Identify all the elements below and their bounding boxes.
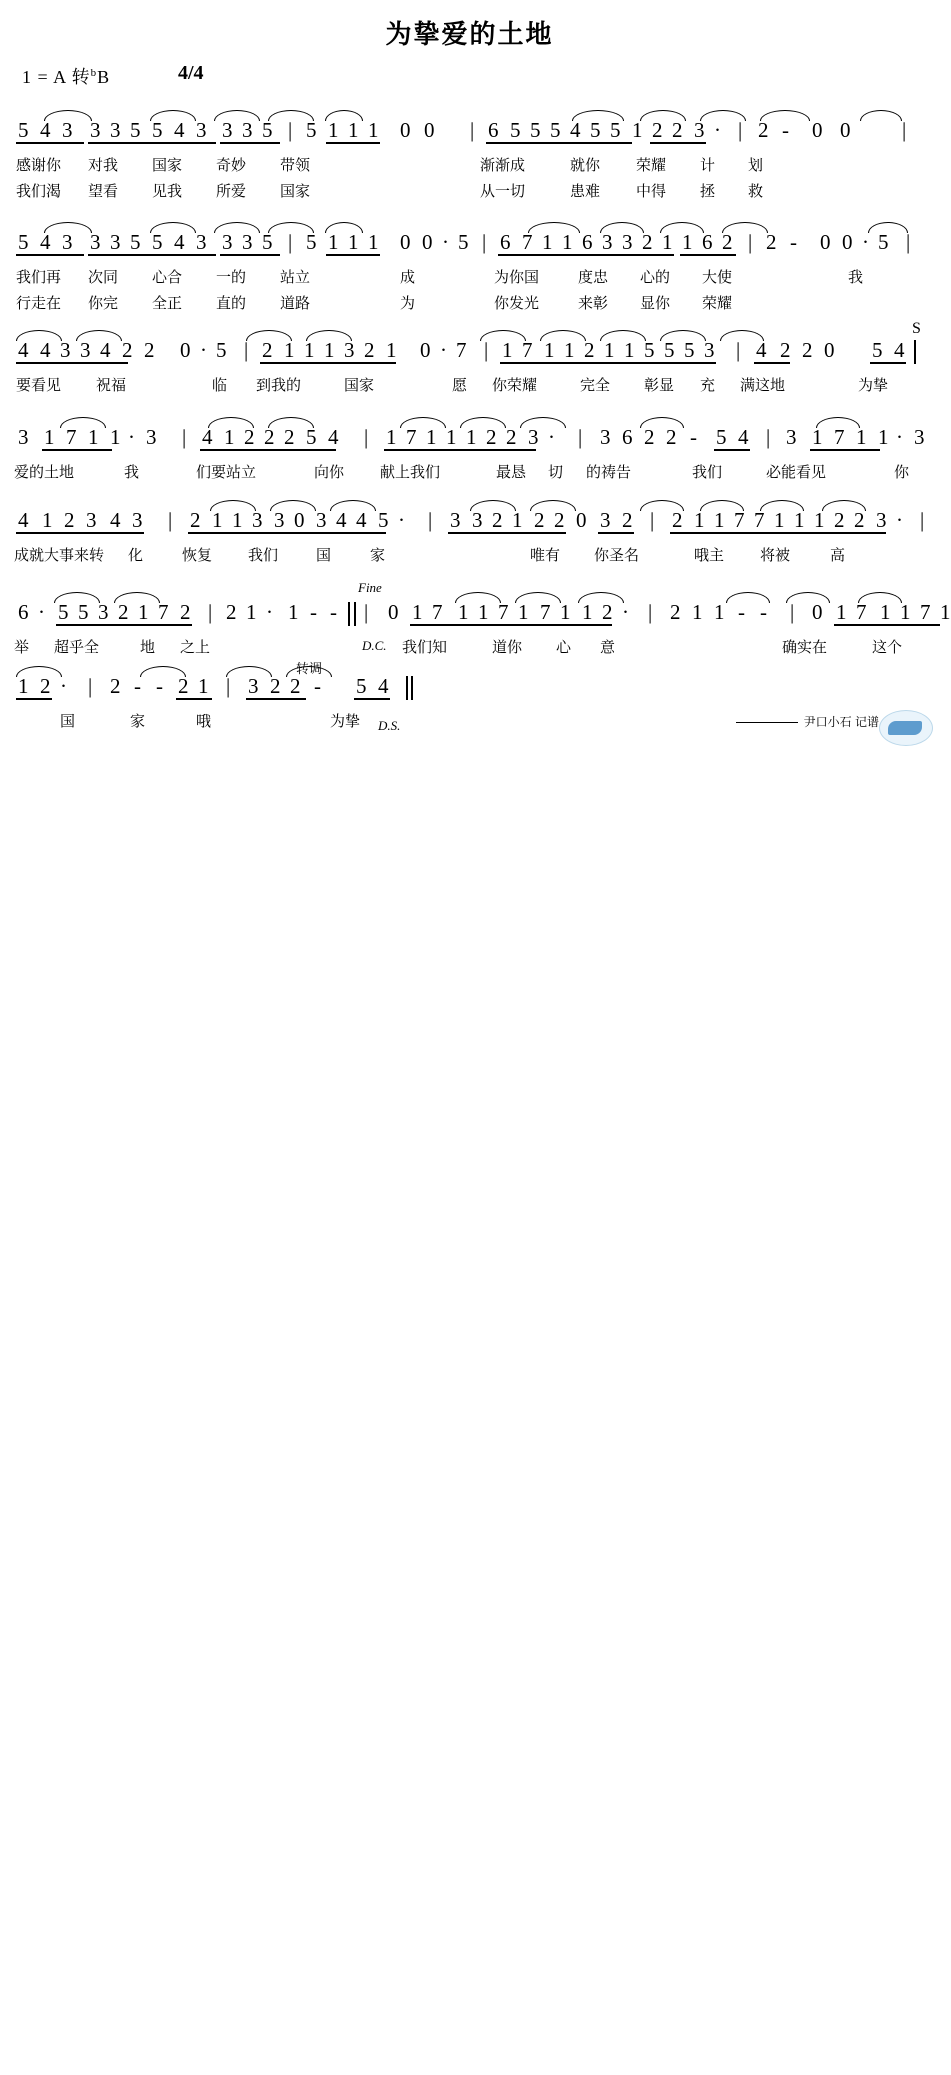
system-7-lyrics-1: 国 家 哦 为挚 [60,713,361,730]
site-logo [879,710,933,746]
system-4-notes: 3 1 7 1 1 · 3 | 4 1 2 2 2 5 4 | 1 7 1 1 1 2 2 3 · | 3 6 2 2 - 5 4 | 3 1 7 1 1 · 3 [0,425,939,455]
system-3-notes: 4 4 3 3 4 2 2 0 · 5 | 2 1 1 1 3 2 1 0 · 7 | 1 7 1 1 2 1 1 5 5 5 3 | 4 2 2 0 5 4 [0,338,939,368]
page-title: 为挚爱的土地 [385,20,554,49]
system-5 [0,508,939,568]
system-1-lyrics-1: 感谢你 对我 国家 奇妙 带领 渐渐成 就你 荣耀 计 划 [16,157,764,174]
system-4 [0,425,939,485]
system-6-notes: 6 · 5 5 3 2 1 7 2 | 2 1 · 1 - - | 0 1 7 1 1 7 1 7 1 1 2 · | 2 1 1 - - | 0 1 7 1 1 7 1 [0,600,939,630]
system-2-lyrics-2: 行走在 你完 全正 直的 道路 为 你发光 来彰 显你 荣耀 [16,295,733,312]
system-5-lyrics-1: 成就大事来转 化 恢复 我们 国 家 唯有 你圣名 哦主 将被 高 [14,547,846,564]
key-signature [22,63,110,89]
credit-text: 尹口小石 记谱 [803,715,879,729]
ds-marker: D.S. [378,718,401,733]
slur [214,222,260,233]
system-6-lyrics-1: 举 超乎全 地 之上 我们知 道你 心 意 确实在 这个 [14,639,903,656]
system-3-lyrics-1: 要看见 祝福 临 到我的 国家 愿 你荣耀 完全 彰显 充 满这地 为挚 [16,377,889,394]
system-6 [0,580,951,660]
segno-sign: S [912,320,921,337]
key-prefix: 1 = A 转 [22,67,91,87]
slur [214,110,260,121]
system-1-notes: 5 4 3 3 3 5 5 4 3 3 3 5 | 5 1 1 1 0 0 | 6 5 5 5 4 5 5 1 2 2 3 · | 2 - 0 0 | [0,118,939,148]
key-suffix: B [97,67,111,87]
credit-line [736,713,879,730]
sheet-music-page [0,0,951,752]
slur [520,417,566,428]
system-3 [0,320,939,398]
system-1-lyrics-2: 我们渴 望看 见我 所爱 国家 从一切 患难 中得 拯 救 [16,183,764,200]
system-1 [0,118,939,204]
system-4-lyrics-1: 爱的土地 我 们要站立 向你 献上我们 最恳 切 的祷告 我们 必能看见 你 [14,464,910,481]
fine-marker: Fine [358,580,382,595]
system-2 [0,230,939,316]
system-5-notes: 4 1 2 3 4 3 | 2 1 1 3 3 0 3 4 4 5 · | 3 3 2 1 2 2 0 3 2 | 2 1 1 7 7 1 1 1 2 2 3 · | [0,508,939,538]
credit-rule [736,722,798,723]
dc-marker: D.C. [362,638,387,653]
time-signature: 4/4 [178,62,204,84]
system-2-lyrics-1: 我们再 次同 心合 一的 站立 成 为你国 度忠 心的 大使 我 [16,269,864,286]
system-7-notes: 1 2 · | 2 - - 2 1 | 3 2 2 - 5 4 [0,674,939,704]
modulation-marker: 转调 [296,661,323,676]
key-accidental: b [90,67,98,79]
system-2-notes: 5 4 3 3 3 5 5 4 3 3 3 5 | 5 1 1 1 0 0 · 5 | 6 7 1 1 6 3 3 2 1 1 6 2 | 2 - 0 0 · 5 | [0,230,939,260]
slur [860,110,902,121]
